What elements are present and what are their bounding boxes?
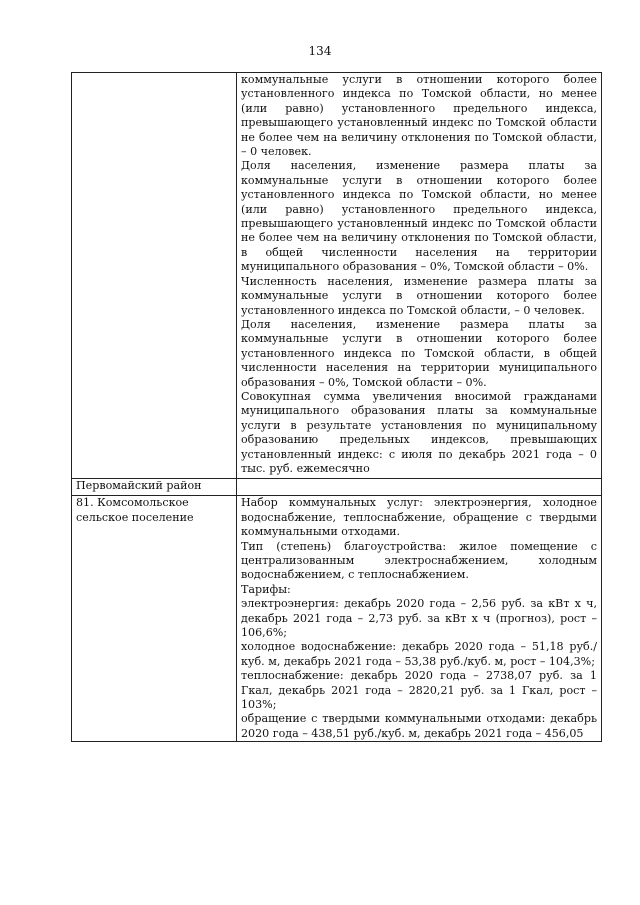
paragraph: Совокупная сумма увеличения вносимой гражданами муниципального образования платы за коммунальные услуги в результате установления по муниципальному образованию предельных индексов, превышающих установленный индекс: с июля по декабрь 2021 года – 0 тыс. руб. ежемесячно xyxy=(241,389,597,475)
paragraph: обращение с твердыми коммунальными отходами: декабрь 2020 года – 438,51 руб./куб. м, декабрь 2021 года – 456,05 xyxy=(241,712,597,740)
paragraph: Тарифы: xyxy=(241,582,291,596)
paragraph: Тип (степень) благоустройства: жилое помещение с централизованным электроснабжением, холодным водоснабжением, с теплоснабжением. xyxy=(241,539,597,582)
paragraph: теплоснабжение: декабрь 2020 года – 2738,07 руб. за 1 Гкал, декабрь 2021 года – 2820,21 руб. за 1 Гкал, рост – 103%; xyxy=(241,669,597,712)
table-cell-right xyxy=(237,479,602,496)
paragraph: Численность населения, изменение размера платы за коммунальные услуги в отношении которого более установленного индекса по Томской области, – 0 человек. xyxy=(241,274,597,317)
paragraph: холодное водоснабжение: декабрь 2020 года – 51,18 руб./куб. м, декабрь 2021 года – 53,38 руб./куб. м, рост – 104,3%; xyxy=(241,640,597,668)
paragraph: Доля населения, изменение размера платы за коммунальные услуги в отношении которого более установленного индекса по Томской области, но менее (или равно) установленного предельного индекса, превышающего установленный индекс по Томской области не более чем на величину отклонения по Томской области, в общей численности населения на территории муниципального образования – 0%, Томской области – 0%. xyxy=(241,159,597,274)
table-cell-right xyxy=(237,73,602,479)
table-row xyxy=(72,496,602,742)
table-cell-right xyxy=(237,496,602,742)
district-name: Первомайский район xyxy=(72,479,237,496)
paragraph: Доля населения, изменение размера платы за коммунальные услуги в отношении которого более установленного индекса по Томской области, в общей численности населения на территории муниципального образования – 0%, Томской области – 0%. xyxy=(241,317,597,389)
table-row xyxy=(72,73,602,479)
page-number: 134 xyxy=(308,44,332,58)
table-cell-left xyxy=(72,73,237,479)
table-row-district xyxy=(72,479,602,496)
paragraph: Набор коммунальных услуг: электроэнергия, холодное водоснабжение, теплоснабжение, обращение с твердыми коммунальными отходами. xyxy=(241,496,597,539)
paragraph: коммунальные услуги в отношении которого более установленного индекса по Томской области, но менее (или равно) установленного предельного индекса, превышающего установленный индекс по Томской области не более чем на величину отклонения по Томской области, – 0 человек. xyxy=(241,73,597,159)
paragraph: электроэнергия: декабрь 2020 года – 2,56 руб. за кВт х ч, декабрь 2021 года – 2,73 руб. за кВт х ч (прогноз), рост – 106,6%; xyxy=(241,597,597,640)
data-table xyxy=(71,72,602,742)
settlement-name: 81. Комсомольское сельское поселение xyxy=(72,496,237,742)
